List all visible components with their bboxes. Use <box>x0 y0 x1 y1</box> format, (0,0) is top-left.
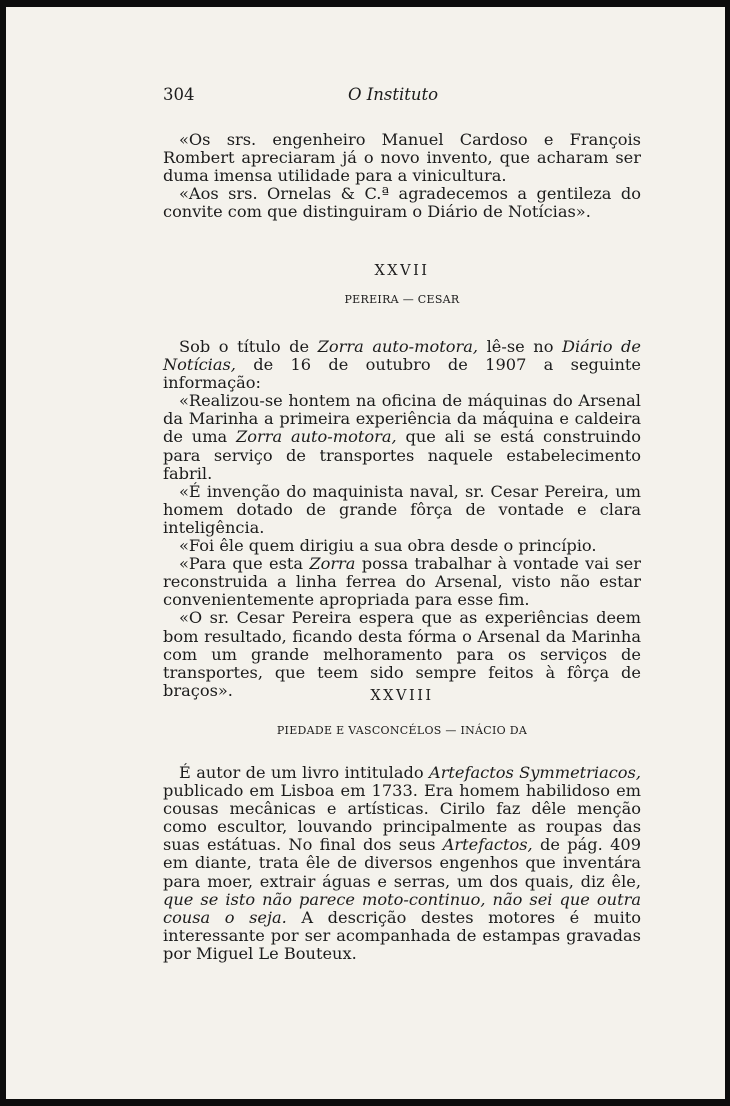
section-xxvii-body <box>163 338 641 700</box>
running-title: O Instituto <box>348 85 439 104</box>
paragraph: «Para que esta Zorra possa trabalhar à vontade vai ser reconstruida a linha ferrea do Arsenal, visto não estar convenientemente apropriada para esse fim. <box>163 554 641 610</box>
paragraph: «Os srs. engenheiro Manuel Cardoso e François Rombert apreciaram já o novo invento, que acharam ser duma imensa utilidade para a vinicultura. <box>163 130 641 186</box>
section-subtitle: PEREIRA — CESAR <box>344 293 460 306</box>
section-subtitle: PIEDADE E VASCONCÉLOS — INÁCIO DA <box>276 724 528 737</box>
paragraph: «Aos srs. Ornelas & C.ª agradecemos a gentileza do convite com que distinguiram o Diário de Notícias». <box>163 184 641 222</box>
page-number: 304 <box>163 85 195 104</box>
section-xxviii-body <box>163 764 641 963</box>
paragraph: É autor de um livro intitulado Artefactos Symmetriacos, publicado em Lisboa em 1733. Era homem habilidoso em cousas mecânicas e artísticas. Cirilo faz dêle menção como escultor, louvando principalmente as roupas das suas estátuas. No final dos seus Artefactos, de pág. 409 em diante, trata êle de diversos engenhos que inventára para moer, extrair águas e serras, um dos quais, diz êle, que se isto não parece moto-continuo, não sei que outra cousa o seja. A descrição destes motores é muito interessante por ser acompanhada de estampas gravadas por Miguel Le Bouteux. <box>163 763 642 963</box>
paragraph: «Foi êle quem dirigiu a sua obra desde o princípio. <box>179 536 597 556</box>
section-numeral: XXVIII <box>370 688 434 704</box>
paragraph: «É invenção do maquinista naval, sr. Cesar Pereira, um homem dotado de grande fôrça de vontade e clara inteligência. <box>163 481 641 537</box>
paragraph: «O sr. Cesar Pereira espera que as experiências deem bom resultado, ficando desta fórma o Arsenal da Marinha com um grande melhoramento para os serviços de transportes, que teem sido sempre feitos à fôrça de braços». <box>163 608 641 700</box>
section-intro <box>163 131 641 221</box>
section-heading-xxviii <box>163 688 641 737</box>
page-header <box>163 85 641 109</box>
section-heading-xxvii <box>163 263 641 306</box>
book-page <box>6 7 725 1099</box>
section-numeral: XXVII <box>374 263 430 279</box>
paragraph: Sob o título de Zorra auto-motora, lê-se no Diário de Notícias, de 16 de outubro de 1907 a seguinte informação: <box>163 337 641 393</box>
paragraph: «Realizou-se hontem na oficina de máquinas do Arsenal da Marinha a primeira experiência da máquina e caldeira de uma Zorra auto-motora, que ali se está construindo para serviço de transportes naquele estabelecimento fabril. <box>163 391 641 483</box>
